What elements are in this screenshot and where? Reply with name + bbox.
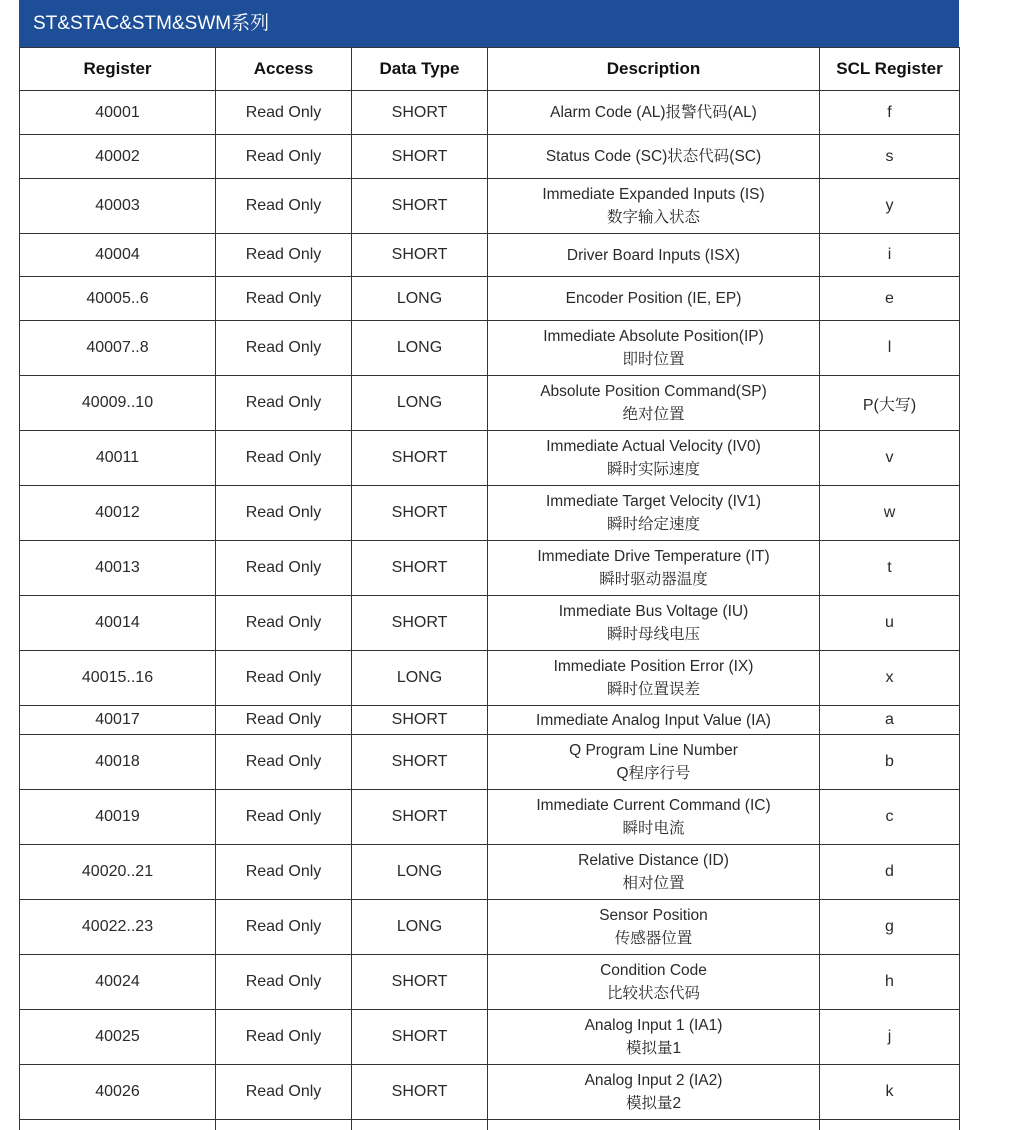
description-chinese-text: 数字输入状态 <box>492 206 815 229</box>
access-cell: Read Only <box>216 431 352 486</box>
description-text: Immediate Position Error (IX) <box>492 655 815 678</box>
table-row <box>20 541 960 596</box>
description-text: Immediate Analog Input Value (IA) <box>492 709 815 732</box>
table-row <box>20 376 960 431</box>
access-cell: Read Only <box>216 277 352 321</box>
scl-register-cell: u <box>820 596 960 651</box>
data-type-cell: LONG <box>352 277 488 321</box>
scl-register-cell: e <box>820 277 960 321</box>
description-cell <box>488 955 820 1010</box>
header-row <box>20 48 960 91</box>
description-cell <box>488 1065 820 1120</box>
scl-register-cell: i <box>820 234 960 277</box>
description-cell <box>488 900 820 955</box>
access-cell: Read Only <box>216 1065 352 1120</box>
description-chinese-text: 比较状态代码 <box>492 982 815 1005</box>
description-cell <box>488 790 820 845</box>
col-header-data-type: Data Type <box>352 48 488 91</box>
data-type-cell: SHORT <box>352 135 488 179</box>
description-cell <box>488 845 820 900</box>
access-cell: Read Only <box>216 179 352 234</box>
description-cell <box>488 277 820 321</box>
description-chinese-text: 相对位置 <box>492 872 815 895</box>
table-row <box>20 91 960 135</box>
register-cell: 40019 <box>20 790 216 845</box>
data-type-cell: SHORT <box>352 1010 488 1065</box>
scl-register-cell: k <box>820 1065 960 1120</box>
data-type-cell: LONG <box>352 845 488 900</box>
access-cell: Read Only <box>216 596 352 651</box>
access-cell: Read Only <box>216 541 352 596</box>
col-header-scl-register: SCL Register <box>820 48 960 91</box>
data-type-cell: LONG <box>352 651 488 706</box>
table-row <box>20 596 960 651</box>
table-title: ST&STAC&STM&SWM系列 <box>19 0 959 47</box>
empty-cell <box>820 1120 960 1130</box>
scl-register-cell: j <box>820 1010 960 1065</box>
scl-register-cell: s <box>820 135 960 179</box>
data-type-cell: SHORT <box>352 596 488 651</box>
description-cell <box>488 541 820 596</box>
register-cell: 40024 <box>20 955 216 1010</box>
scl-register-cell: g <box>820 900 960 955</box>
table-body <box>20 91 960 1130</box>
register-cell: 40011 <box>20 431 216 486</box>
register-cell: 40001 <box>20 91 216 135</box>
register-table <box>19 47 960 1130</box>
table-row <box>20 431 960 486</box>
table-row <box>20 735 960 790</box>
access-cell: Read Only <box>216 91 352 135</box>
data-type-cell: SHORT <box>352 179 488 234</box>
register-cell: 40002 <box>20 135 216 179</box>
table-row <box>20 135 960 179</box>
description-text: Immediate Actual Velocity (IV0) <box>492 435 815 458</box>
description-text: Immediate Bus Voltage (IU) <box>492 600 815 623</box>
table-row <box>20 706 960 735</box>
scl-register-cell: y <box>820 179 960 234</box>
empty-cell <box>216 1120 352 1130</box>
data-type-cell: SHORT <box>352 790 488 845</box>
description-text: Alarm Code (AL)报警代码(AL) <box>492 101 815 124</box>
access-cell: Read Only <box>216 900 352 955</box>
access-cell: Read Only <box>216 1010 352 1065</box>
table-row <box>20 651 960 706</box>
description-chinese-text: 瞬时驱动器温度 <box>492 568 815 591</box>
description-text: Sensor Position <box>492 904 815 927</box>
register-cell: 40018 <box>20 735 216 790</box>
table-row <box>20 179 960 234</box>
register-table-sheet <box>19 0 959 1130</box>
access-cell: Read Only <box>216 651 352 706</box>
description-text: Status Code (SC)状态代码(SC) <box>492 145 815 168</box>
data-type-cell: SHORT <box>352 1065 488 1120</box>
data-type-cell: SHORT <box>352 91 488 135</box>
register-cell: 40004 <box>20 234 216 277</box>
description-text: Condition Code <box>492 959 815 982</box>
description-cell <box>488 486 820 541</box>
scl-register-cell: w <box>820 486 960 541</box>
data-type-cell: SHORT <box>352 955 488 1010</box>
table-row <box>20 1010 960 1065</box>
description-cell <box>488 234 820 277</box>
data-type-cell: LONG <box>352 900 488 955</box>
description-text: Analog Input 2 (IA2) <box>492 1069 815 1092</box>
empty-cell <box>352 1120 488 1130</box>
access-cell: Read Only <box>216 845 352 900</box>
col-header-description: Description <box>488 48 820 91</box>
description-chinese-text: 瞬时母线电压 <box>492 623 815 646</box>
description-text: Immediate Expanded Inputs (IS) <box>492 183 815 206</box>
description-cell <box>488 651 820 706</box>
access-cell: Read Only <box>216 790 352 845</box>
access-cell: Read Only <box>216 321 352 376</box>
data-type-cell: SHORT <box>352 706 488 735</box>
access-cell: Read Only <box>216 706 352 735</box>
register-cell: 40009..10 <box>20 376 216 431</box>
access-cell: Read Only <box>216 735 352 790</box>
scl-register-cell: a <box>820 706 960 735</box>
description-chinese-text: 传感器位置 <box>492 927 815 950</box>
register-cell: 40007..8 <box>20 321 216 376</box>
description-chinese-text: 瞬时位置误差 <box>492 678 815 701</box>
description-cell <box>488 179 820 234</box>
table-row <box>20 277 960 321</box>
access-cell: Read Only <box>216 135 352 179</box>
scl-register-cell: h <box>820 955 960 1010</box>
scl-register-cell: v <box>820 431 960 486</box>
register-cell: 40014 <box>20 596 216 651</box>
scl-register-cell: d <box>820 845 960 900</box>
description-cell <box>488 376 820 431</box>
description-text: Absolute Position Command(SP) <box>492 380 815 403</box>
description-chinese-text: 瞬时电流 <box>492 817 815 840</box>
description-chinese-text: Q程序行号 <box>492 762 815 785</box>
description-chinese-text: 即时位置 <box>492 348 815 371</box>
scl-register-cell: c <box>820 790 960 845</box>
register-cell: 40025 <box>20 1010 216 1065</box>
description-text: Immediate Target Velocity (IV1) <box>492 490 815 513</box>
description-text: Encoder Position (IE, EP) <box>492 287 815 310</box>
table-row-cutoff <box>20 1120 960 1130</box>
description-text: Q Program Line Number <box>492 739 815 762</box>
data-type-cell: SHORT <box>352 486 488 541</box>
description-cell <box>488 431 820 486</box>
description-cell <box>488 1010 820 1065</box>
data-type-cell: SHORT <box>352 234 488 277</box>
data-type-cell: SHORT <box>352 541 488 596</box>
empty-cell <box>488 1120 820 1130</box>
access-cell: Read Only <box>216 376 352 431</box>
description-text: Immediate Drive Temperature (IT) <box>492 545 815 568</box>
data-type-cell: SHORT <box>352 431 488 486</box>
description-chinese-text: 瞬时给定速度 <box>492 513 815 536</box>
table-row <box>20 1065 960 1120</box>
scl-register-cell: l <box>820 321 960 376</box>
access-cell: Read Only <box>216 234 352 277</box>
description-text: Immediate Current Command (IC) <box>492 794 815 817</box>
description-text: Driver Board Inputs (ISX) <box>492 244 815 267</box>
col-header-register: Register <box>20 48 216 91</box>
access-cell: Read Only <box>216 955 352 1010</box>
scl-register-cell: P(大写) <box>820 376 960 431</box>
col-header-access: Access <box>216 48 352 91</box>
empty-cell <box>20 1120 216 1130</box>
table-row <box>20 845 960 900</box>
register-cell: 40003 <box>20 179 216 234</box>
description-chinese-text: 绝对位置 <box>492 403 815 426</box>
description-text: Relative Distance (ID) <box>492 849 815 872</box>
description-cell <box>488 706 820 735</box>
register-cell: 40012 <box>20 486 216 541</box>
register-cell: 40026 <box>20 1065 216 1120</box>
description-text: Immediate Absolute Position(IP) <box>492 325 815 348</box>
table-row <box>20 234 960 277</box>
description-cell <box>488 596 820 651</box>
description-text: Analog Input 1 (IA1) <box>492 1014 815 1037</box>
description-chinese-text: 瞬时实际速度 <box>492 458 815 481</box>
data-type-cell: LONG <box>352 376 488 431</box>
table-row <box>20 321 960 376</box>
description-cell <box>488 735 820 790</box>
scl-register-cell: t <box>820 541 960 596</box>
table-row <box>20 790 960 845</box>
scl-register-cell: f <box>820 91 960 135</box>
description-chinese-text: 模拟量1 <box>492 1037 815 1060</box>
register-cell: 40005..6 <box>20 277 216 321</box>
description-cell <box>488 135 820 179</box>
access-cell: Read Only <box>216 486 352 541</box>
table-row <box>20 955 960 1010</box>
data-type-cell: LONG <box>352 321 488 376</box>
data-type-cell: SHORT <box>352 735 488 790</box>
register-cell: 40017 <box>20 706 216 735</box>
table-row <box>20 486 960 541</box>
description-chinese-text: 模拟量2 <box>492 1092 815 1115</box>
register-cell: 40022..23 <box>20 900 216 955</box>
register-cell: 40015..16 <box>20 651 216 706</box>
scl-register-cell: b <box>820 735 960 790</box>
register-cell: 40013 <box>20 541 216 596</box>
description-cell <box>488 91 820 135</box>
scl-register-cell: x <box>820 651 960 706</box>
register-cell: 40020..21 <box>20 845 216 900</box>
table-row <box>20 900 960 955</box>
description-cell <box>488 321 820 376</box>
